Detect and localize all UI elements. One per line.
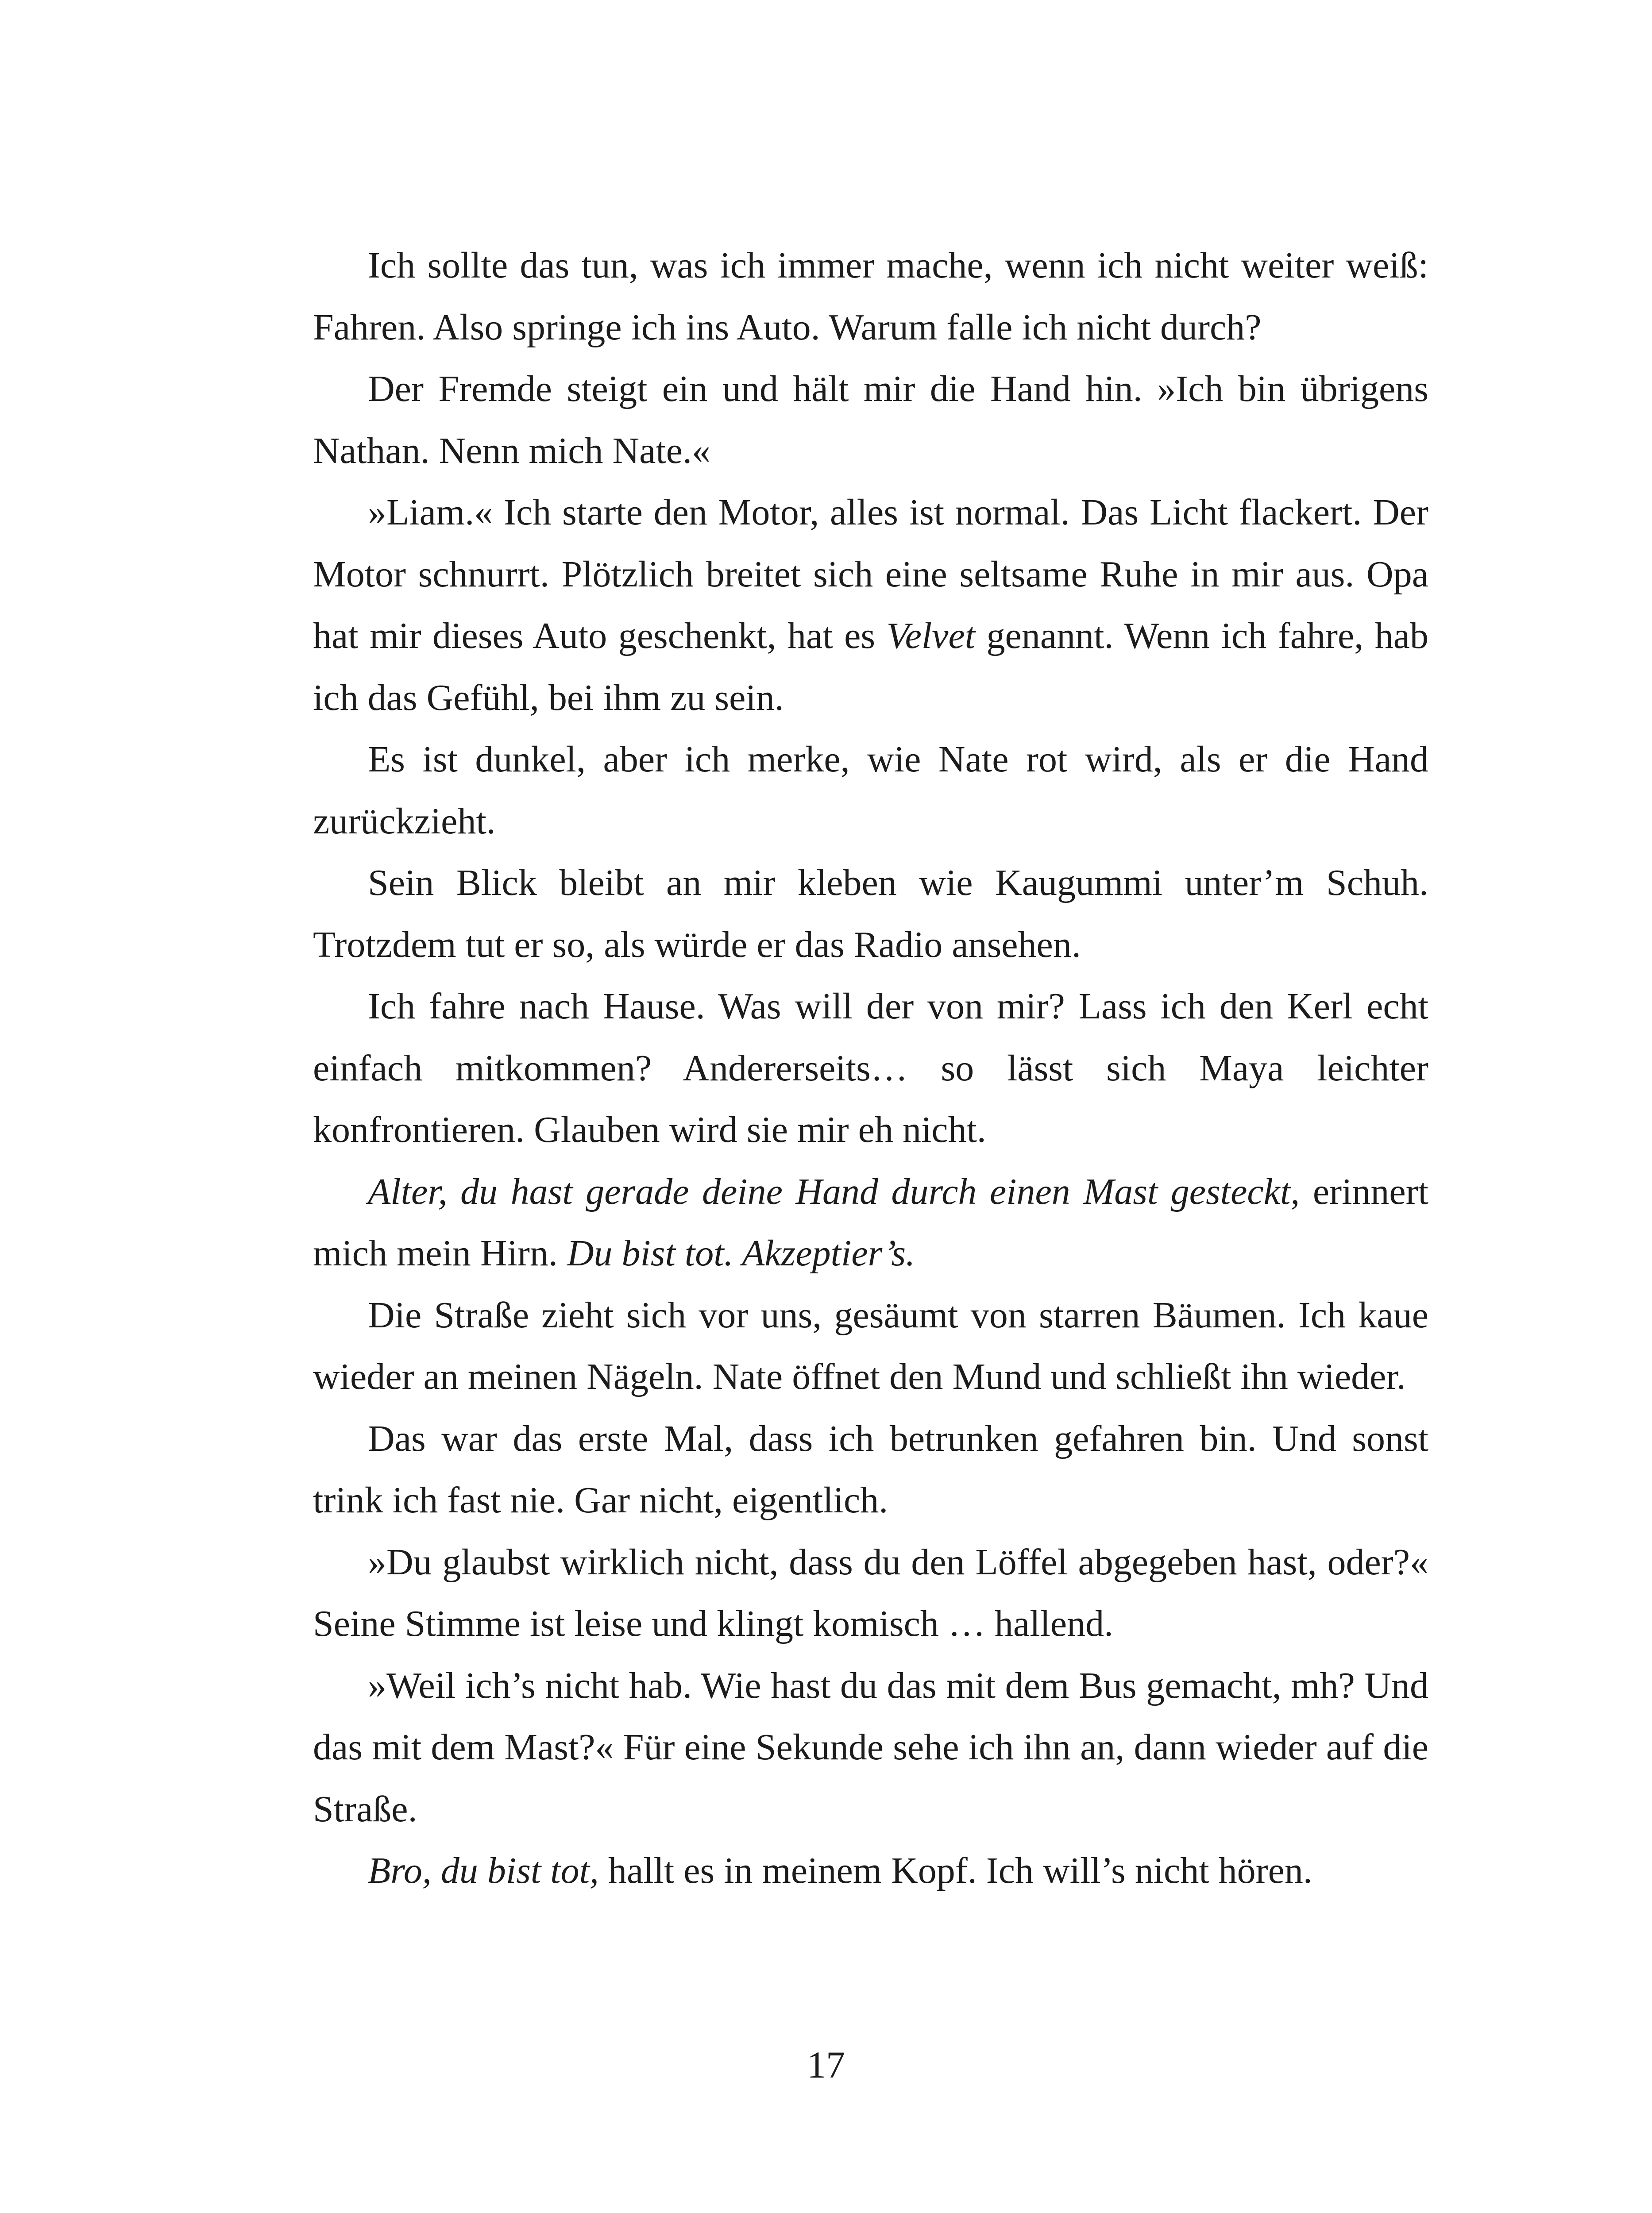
- page-number: 17: [807, 2043, 845, 2086]
- inner-voice-italic-1: Alter, du hast gerade deine Hand durch einen Mast gesteckt,: [368, 1171, 1300, 1212]
- body-text: [313, 235, 1428, 1902]
- paragraph-4: Es ist dunkel, aber ich merke, wie Nate rot wird, als er die Hand zurückzieht.: [313, 739, 1428, 842]
- paragraph-11: »Weil ich’s nicht hab. Wie hast du das mit dem Bus gemacht, mh? Und das mit dem Mast?« Für eine Sekunde sehe ich ihn an, dann wieder auf die Straße.: [313, 1665, 1428, 1830]
- paragraph-3-text-before: »Liam.« Ich starte den Motor, alles ist normal. Das Licht flackert. Der Motor schnurrt. Plötzlich breitet sich eine seltsame Ruhe in mir aus. Opa hat mir dieses Auto geschenkt, hat es: [313, 492, 1428, 656]
- paragraph-6: Ich fahre nach Hause. Was will der von mir? Lass ich den Kerl echt einfach mitkommen? Andererseits… so lässt sich Maya leichter konfrontieren. Glauben wird sie mir eh nicht.: [313, 986, 1428, 1150]
- inner-voice-italic-3: Bro, du bist tot,: [368, 1850, 599, 1891]
- paragraph-2: Der Fremde steigt ein und hält mir die Hand hin. »Ich bin übrigens Nathan. Nenn mich Nate.«: [313, 368, 1428, 471]
- paragraph-9: Das war das erste Mal, dass ich betrunken gefahren bin. Und sonst trink ich fast nie. Gar nicht, eigentlich.: [313, 1418, 1428, 1521]
- paragraph-3: [313, 482, 1428, 729]
- paragraph-12: [313, 1840, 1428, 1902]
- paragraph-12-text-after: hallt es in meinem Kopf. Ich will’s nicht hören.: [598, 1850, 1312, 1891]
- paragraph-7: [313, 1161, 1428, 1284]
- paragraph-7-text-middle: erinnert mich mein Hirn.: [313, 1171, 1429, 1274]
- paragraph-1: Ich sollte das tun, was ich immer mache, wenn ich nicht weiter weiß: Fahren. Also springe ich ins Auto. Warum falle ich nicht durch?: [313, 245, 1428, 348]
- paragraph-8: Die Straße zieht sich vor uns, gesäumt von starren Bäumen. Ich kaue wieder an meinen Nägeln. Nate öffnet den Mund und schließt ihn wieder.: [313, 1294, 1428, 1397]
- car-name-italic: Velvet: [886, 615, 976, 656]
- paragraph-10: »Du glaubst wirklich nicht, dass du den Löffel abgegeben hast, oder?« Seine Stimme ist leise und klingt komisch … hallend.: [313, 1541, 1428, 1644]
- paragraph-5: Sein Blick bleibt an mir kleben wie Kaugummi unter’m Schuh. Trotzdem tut er so, als würde er das Radio ansehen.: [313, 862, 1428, 965]
- paragraph-3-text-after: genannt. Wenn ich fahre, hab ich das Gefühl, bei ihm zu sein.: [313, 615, 1428, 718]
- inner-voice-italic-2: Du bist tot. Akzeptier’s.: [567, 1233, 915, 1274]
